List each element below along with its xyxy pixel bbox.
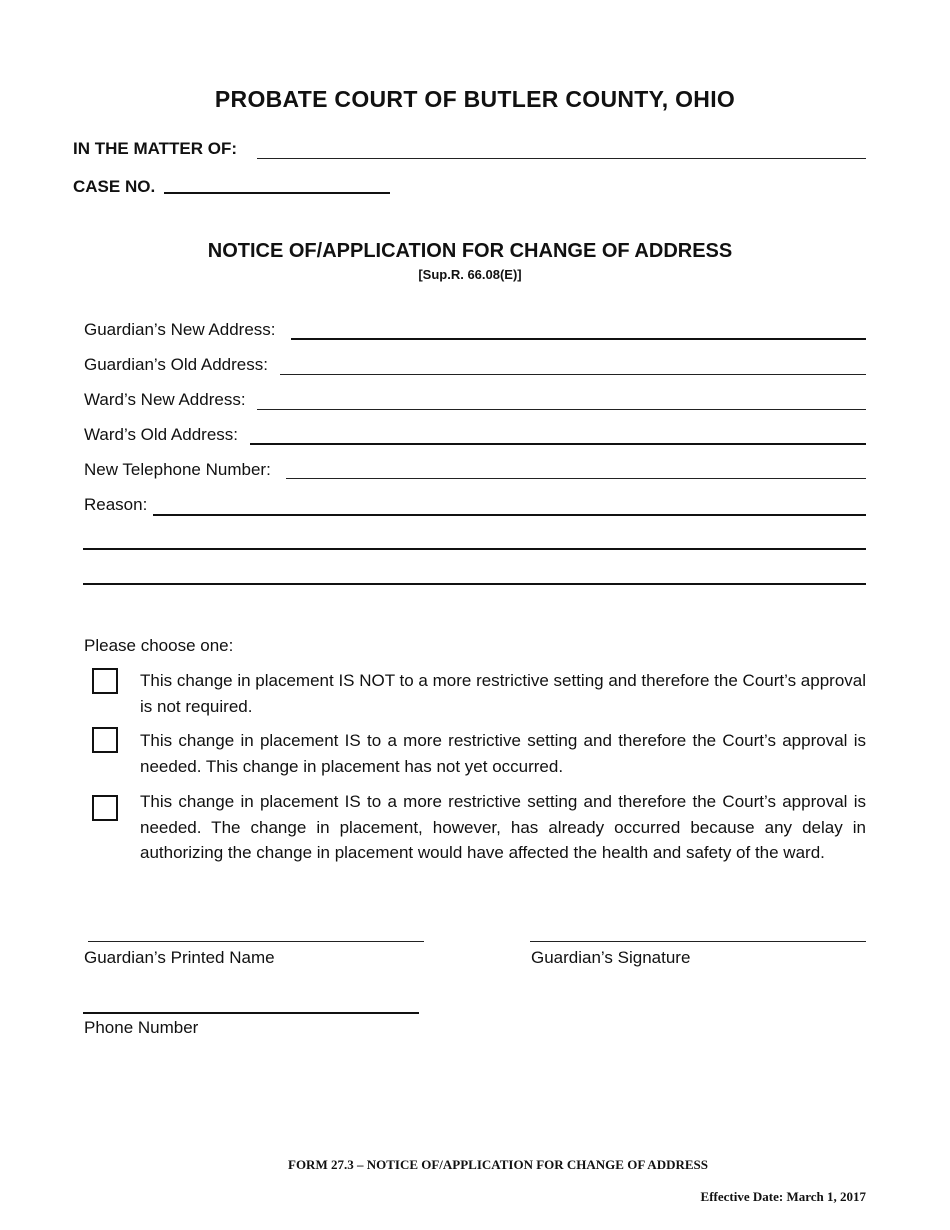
- option-2-text: This change in placement IS to a more restrictive setting and therefore the Court’s approval is needed. This change in placement has not yet occurred.: [140, 731, 866, 776]
- court-title: PROBATE COURT OF BUTLER COUNTY, OHIO: [214, 86, 736, 112]
- option-3-checkbox[interactable]: [92, 795, 118, 821]
- new-telephone-field[interactable]: [286, 478, 866, 479]
- reason-field-line-3[interactable]: [83, 583, 866, 585]
- ward-new-address-field[interactable]: [257, 409, 866, 410]
- matter-label: IN THE MATTER OF:: [73, 139, 237, 158]
- ward-old-address-label: Ward’s Old Address:: [84, 425, 239, 444]
- case-number-input-line[interactable]: [164, 192, 390, 194]
- phone-number-line[interactable]: [83, 1012, 419, 1014]
- choose-label: Please choose one:: [84, 636, 234, 655]
- reason-label: Reason:: [84, 495, 148, 514]
- effective-date: Effective Date: March 1, 2017: [700, 1189, 866, 1204]
- option-1-checkbox[interactable]: [92, 668, 118, 694]
- signature-line[interactable]: [530, 941, 866, 942]
- new-telephone-label: New Telephone Number:: [84, 460, 271, 479]
- phone-number-label: Phone Number: [84, 1018, 199, 1037]
- printed-name-label: Guardian’s Printed Name: [84, 948, 275, 967]
- rule-reference: [Sup.R. 66.08(E)]: [418, 267, 522, 282]
- guardian-old-address-field[interactable]: [280, 374, 866, 375]
- case-number-label: CASE NO.: [73, 177, 156, 196]
- option-3-text: This change in placement IS to a more restrictive setting and therefore the Court’s approval is needed. The change in placement, however, has already occurred because any delay in authorizing the change in placement would have affected the health and safety of the ward.: [140, 792, 866, 862]
- ward-old-address-field[interactable]: [250, 443, 866, 445]
- guardian-new-address-field[interactable]: [291, 338, 866, 340]
- guardian-new-address-label: Guardian’s New Address:: [84, 320, 276, 339]
- reason-field-line-1[interactable]: [153, 514, 866, 516]
- printed-name-line[interactable]: [88, 941, 424, 942]
- matter-input-line[interactable]: [257, 158, 866, 159]
- form-title: NOTICE OF/APPLICATION FOR CHANGE OF ADDRESS: [207, 240, 733, 262]
- form-footer-id: FORM 27.3 – NOTICE OF/APPLICATION FOR CHANGE OF ADDRESS: [288, 1157, 708, 1172]
- option-1-text: This change in placement IS NOT to a more restrictive setting and therefore the Court’s approval is not required.: [140, 671, 867, 716]
- signature-label: Guardian’s Signature: [531, 948, 691, 967]
- option-2-checkbox[interactable]: [92, 727, 118, 753]
- ward-new-address-label: Ward’s New Address:: [84, 390, 246, 409]
- guardian-old-address-label: Guardian’s Old Address:: [84, 355, 268, 374]
- reason-field-line-2[interactable]: [83, 548, 866, 550]
